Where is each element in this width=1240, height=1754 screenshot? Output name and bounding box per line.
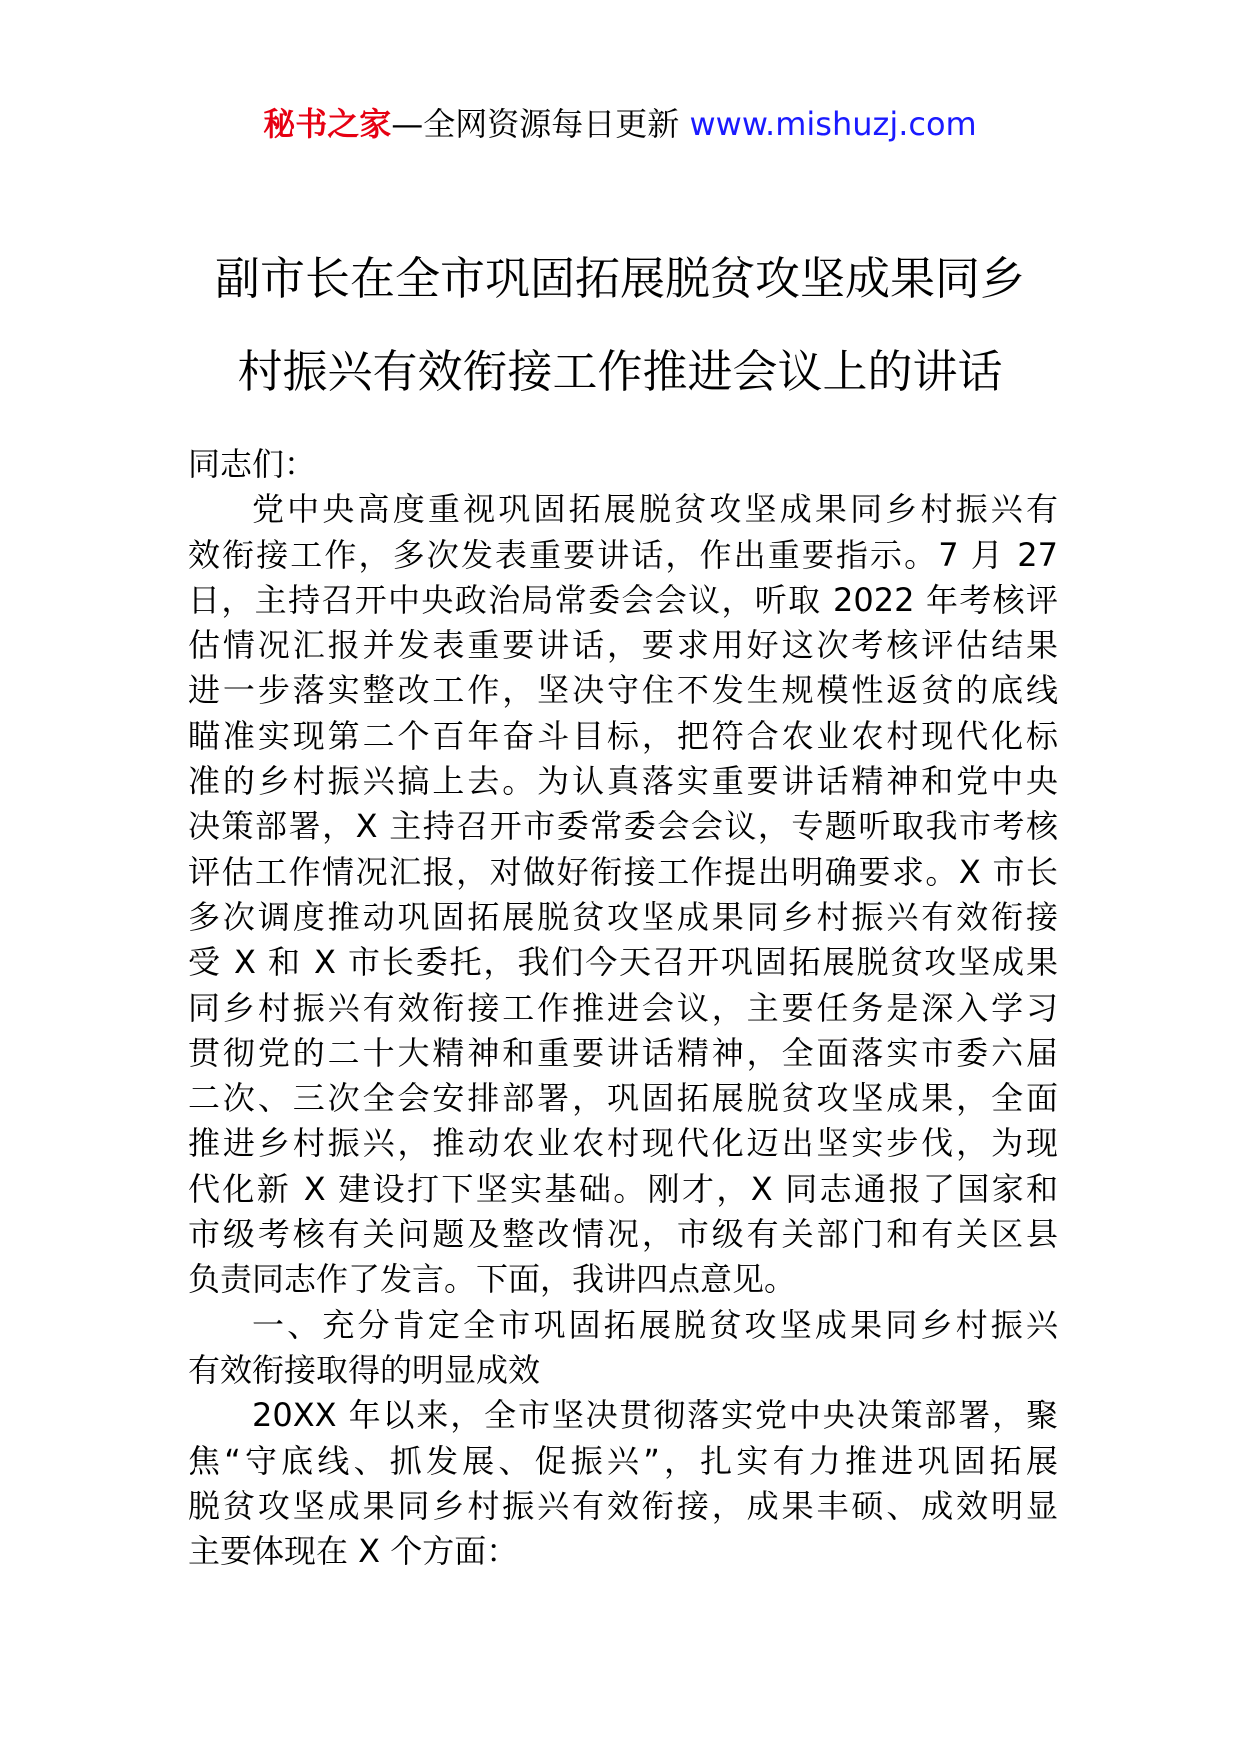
section-heading-1-cont: 有效衔接取得的明显成效 <box>188 1350 541 1389</box>
body-line: 代化新 X 建设打下坚实基础。刚才，X 同志通报了国家和 <box>188 1169 1058 1208</box>
body-line: 评估工作情况汇报，对做好衔接工作提出明确要求。X 市长 <box>188 852 1058 891</box>
body-line: 受 X 和 X 市长委托，我们今天召开巩固拓展脱贫攻坚成果 <box>188 943 1058 982</box>
section-heading-1: 一、充分肯定全市巩固拓展脱贫攻坚成果同乡村振兴 <box>252 1305 1058 1344</box>
body-line: 市级考核有关问题及整改情况，市级有关部门和有关区县 <box>188 1215 1058 1254</box>
document-title <box>170 232 1070 418</box>
body-line: 决策部署，X 主持召开市委常委会会议，专题听取我市考核 <box>188 807 1058 846</box>
body-line: 准的乡村振兴搞上去。为认真落实重要讲话精神和党中央 <box>188 762 1058 801</box>
site-url-link[interactable]: www.mishuzj.com <box>689 105 977 143</box>
body-line: 主要体现在 X 个方面： <box>188 1532 519 1571</box>
title-line-1: 副市长在全市巩固拓展脱贫攻坚成果同乡 <box>214 252 1025 305</box>
body-line: 二次、三次全会安排部署，巩固拓展脱贫攻坚成果，全面 <box>188 1079 1058 1118</box>
document-body <box>188 442 1058 1574</box>
body-line: 党中央高度重视巩固拓展脱贫攻坚成果同乡村振兴有 <box>252 490 1058 529</box>
salutation: 同志们： <box>188 445 317 483</box>
body-line: 多次调度推动巩固拓展脱贫攻坚成果同乡村振兴有效衔接 <box>188 897 1058 936</box>
brand-name: 秘书之家 <box>263 105 392 143</box>
body-line: 焦“守底线、抓发展、促振兴”，扎实有力推进巩固拓展 <box>188 1441 1058 1480</box>
body-line: 脱贫攻坚成果同乡村振兴有效衔接，成果丰硕、成效明显 <box>188 1486 1058 1525</box>
body-line: 20XX 年以来，全市坚决贯彻落实党中央决策部署，聚 <box>252 1396 1058 1435</box>
header-tagline: —全网资源每日更新 <box>391 105 680 143</box>
body-line: 瞄准实现第二个百年奋斗目标，把符合农业农村现代化标 <box>188 716 1058 755</box>
title-line-2: 村振兴有效衔接工作推进会议上的讲话 <box>237 345 1003 398</box>
body-line: 日，主持召开中央政治局常委会会议，听取 2022 年考核评 <box>188 580 1058 619</box>
body-line: 进一步落实整改工作，坚决守住不发生规模性返贫的底线 <box>188 671 1058 710</box>
body-line: 估情况汇报并发表重要讲话，要求用好这次考核评估结果 <box>188 626 1058 665</box>
body-line: 负责同志作了发言。下面，我讲四点意见。 <box>188 1260 797 1299</box>
body-line: 效衔接工作，多次发表重要讲话，作出重要指示。7 月 27 <box>188 535 1058 574</box>
body-line: 贯彻党的二十大精神和重要讲话精神，全面落实市委六届 <box>188 1033 1058 1072</box>
body-line: 推进乡村振兴，推动农业农村现代化迈出坚实步伐，为现 <box>188 1124 1058 1163</box>
body-line: 同乡村振兴有效衔接工作推进会议，主要任务是深入学习 <box>188 988 1058 1027</box>
site-header <box>0 102 1240 146</box>
